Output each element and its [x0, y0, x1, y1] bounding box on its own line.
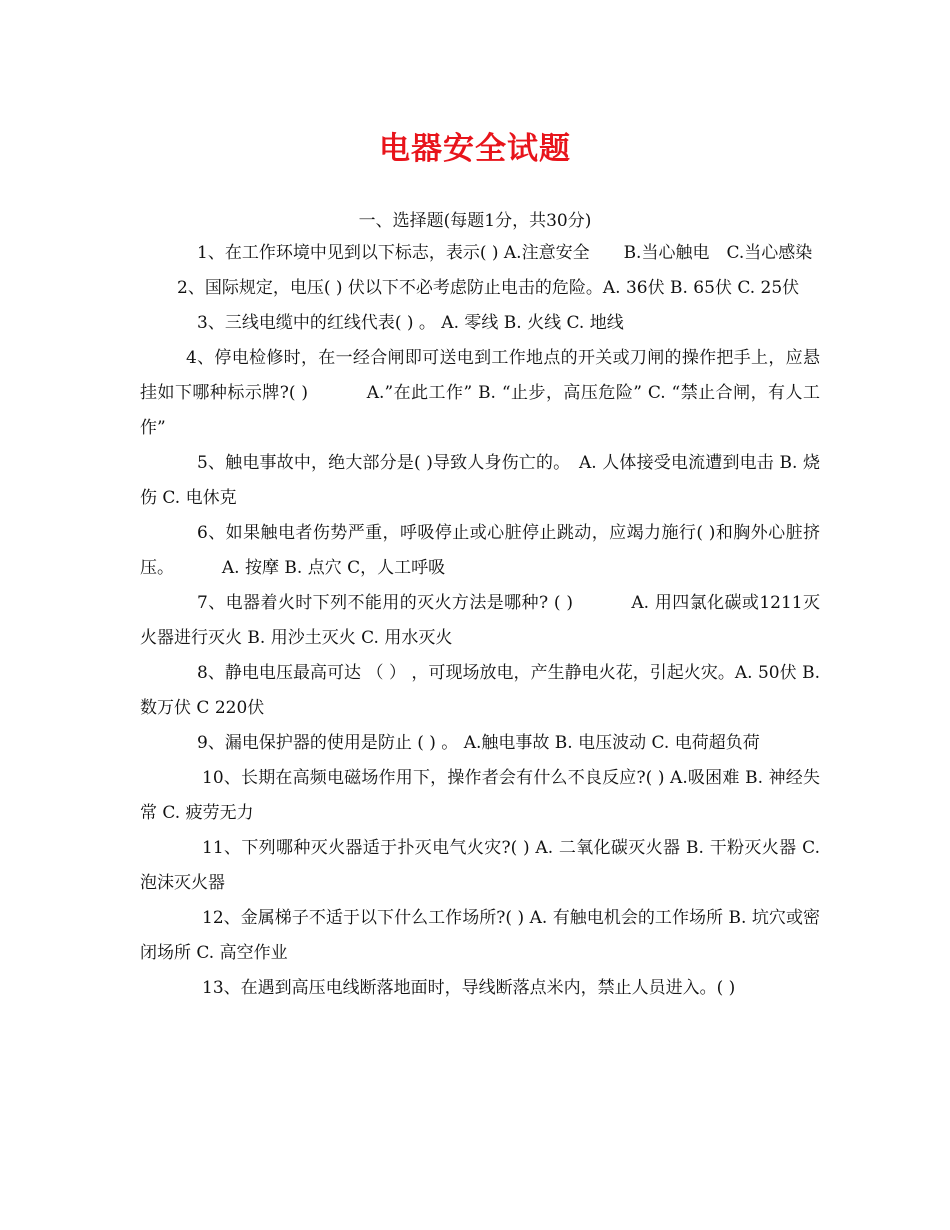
question-9: 9、漏电保护器的使用是防止 ( ) 。 A.触电事故 B. 电压波动 C. 电荷超负荷: [197, 733, 760, 753]
question-4: 4、停电检修时，在一经合闸即可送电到工作地点的开关或刀闸的操作把手上，应悬挂如下哪种标示牌?( ) A.”在此工作” B. “止步，高压危险” C. “禁止合闸，有人工作”: [140, 348, 820, 438]
section-heading: 一、选择题(每题1分，共30分): [358, 211, 592, 231]
question-11: 11、下列哪种灭火器适于扑灭电气火灾?( ) A. 二氧化碳灭火器 B. 干粉灭火器 C. 泡沫灭火器: [140, 838, 820, 893]
question-13: 13、在遇到高压电线断落地面时，导线断落点米内，禁止人员进入。( ): [202, 978, 736, 998]
question-12: 12、金属梯子不适于以下什么工作场所?( ) A. 有触电机会的工作场所 B. 坑穴或密闭场所 C. 高空作业: [140, 908, 820, 963]
question-10: 10、长期在高频电磁场作用下，操作者会有什么不良反应?( ) A.吸困难 B. 神经失常 C. 疲劳无力: [140, 768, 820, 823]
question-8: 8、静电电压最高可达 （ ） ，可现场放电，产生静电火花，引起火灾。A. 50伏 B. 数万伏 C 220伏: [140, 663, 820, 718]
question-7: 7、电器着火时下列不能用的灭火方法是哪种? ( ) A. 用四氯化碳或1211灭火器进行灭火 B. 用沙土灭火 C. 用水灭火: [140, 593, 820, 648]
question-2: 2、国际规定，电压( ) 伏以下不必考虑防止电击的危险。A. 36伏 B. 65伏 C. 25伏: [177, 278, 800, 298]
question-5: 5、触电事故中，绝大部分是( )导致人身伤亡的。 A. 人体接受电流遭到电击 B. 烧伤 C. 电休克: [140, 453, 820, 508]
document-title: 电器安全试题: [379, 131, 571, 167]
question-1: 1、在工作环境中见到以下标志，表示( ) A.注意安全 B.当心触电 C.当心感染: [197, 243, 813, 263]
question-6: 6、如果触电者伤势严重，呼吸停止或心脏停止跳动，应竭力施行( )和胸外心脏挤压。 A. 按摩 B. 点穴 C，人工呼吸: [140, 523, 820, 578]
question-list: [140, 236, 820, 1006]
question-3: 3、三线电缆中的红线代表( ) 。 A. 零线 B. 火线 C. 地线: [197, 313, 624, 333]
